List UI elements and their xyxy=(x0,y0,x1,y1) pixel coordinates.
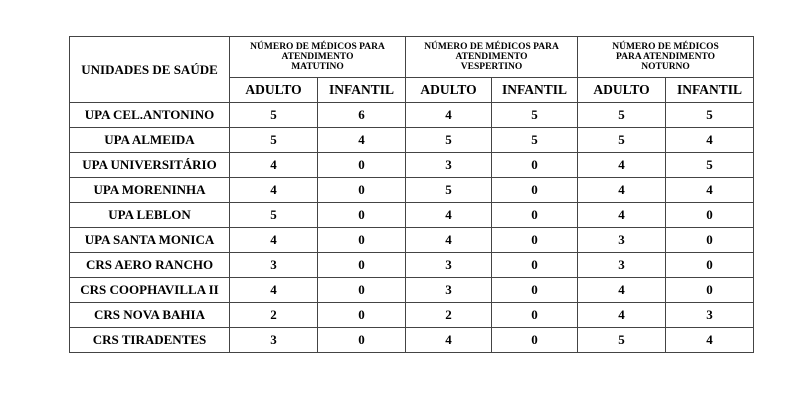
value-cell: 0 xyxy=(318,278,406,303)
value-cell: 3 xyxy=(406,153,492,178)
value-cell: 3 xyxy=(230,253,318,278)
value-cell: 3 xyxy=(578,228,666,253)
value-cell: 5 xyxy=(492,103,578,128)
value-cell: 6 xyxy=(318,103,406,128)
value-cell: 0 xyxy=(318,228,406,253)
value-cell: 0 xyxy=(318,303,406,328)
value-cell: 0 xyxy=(318,203,406,228)
value-cell: 2 xyxy=(230,303,318,328)
value-cell: 0 xyxy=(492,253,578,278)
value-cell: 0 xyxy=(492,153,578,178)
value-cell: 4 xyxy=(230,178,318,203)
table-row xyxy=(70,303,754,328)
unit-name-cell: UPA LEBLON xyxy=(70,203,230,228)
table-row xyxy=(70,178,754,203)
unit-name-cell: CRS AERO RANCHO xyxy=(70,253,230,278)
value-cell: 5 xyxy=(578,103,666,128)
sub-header-adulto: ADULTO xyxy=(578,78,666,103)
value-cell: 5 xyxy=(406,128,492,153)
value-cell: 4 xyxy=(406,103,492,128)
unit-name-cell: UPA CEL.ANTONINO xyxy=(70,103,230,128)
value-cell: 3 xyxy=(406,253,492,278)
value-cell: 4 xyxy=(666,328,754,353)
value-cell: 5 xyxy=(578,328,666,353)
table-row xyxy=(70,128,754,153)
sub-header-infantil: INFANTIL xyxy=(666,78,754,103)
value-cell: 0 xyxy=(318,253,406,278)
value-cell: 0 xyxy=(318,178,406,203)
value-cell: 0 xyxy=(492,203,578,228)
value-cell: 3 xyxy=(578,253,666,278)
unit-name-cell: CRS TIRADENTES xyxy=(70,328,230,353)
unit-name-cell: UPA MORENINHA xyxy=(70,178,230,203)
table-row xyxy=(70,278,754,303)
value-cell: 4 xyxy=(318,128,406,153)
value-cell: 5 xyxy=(666,103,754,128)
value-cell: 0 xyxy=(666,203,754,228)
value-cell: 4 xyxy=(230,228,318,253)
value-cell: 0 xyxy=(492,328,578,353)
value-cell: 0 xyxy=(492,228,578,253)
value-cell: 5 xyxy=(230,128,318,153)
unit-name-cell: CRS COOPHAVILLA II xyxy=(70,278,230,303)
morning-group-header: NÚMERO DE MÉDICOS PARA ATENDIMENTO MATUTINO xyxy=(230,37,406,78)
value-cell: 4 xyxy=(406,328,492,353)
afternoon-group-header: NÚMERO DE MÉDICOS PARA ATENDIMENTO VESPERTINO xyxy=(406,37,578,78)
sub-header-infantil: INFANTIL xyxy=(492,78,578,103)
value-cell: 5 xyxy=(406,178,492,203)
value-cell: 5 xyxy=(230,103,318,128)
value-cell: 0 xyxy=(492,178,578,203)
value-cell: 0 xyxy=(318,328,406,353)
unit-name-cell: UPA ALMEIDA xyxy=(70,128,230,153)
sub-header-adulto: ADULTO xyxy=(230,78,318,103)
table-row xyxy=(70,328,754,353)
unit-name-cell: UPA UNIVERSITÁRIO xyxy=(70,153,230,178)
table-row xyxy=(70,228,754,253)
sub-header-infantil: INFANTIL xyxy=(318,78,406,103)
value-cell: 0 xyxy=(666,278,754,303)
value-cell: 4 xyxy=(230,153,318,178)
table-row xyxy=(70,203,754,228)
value-cell: 4 xyxy=(578,153,666,178)
value-cell: 5 xyxy=(666,153,754,178)
value-cell: 5 xyxy=(578,128,666,153)
table-row xyxy=(70,103,754,128)
value-cell: 4 xyxy=(406,228,492,253)
unit-name-cell: CRS NOVA BAHIA xyxy=(70,303,230,328)
group-header-row xyxy=(70,37,754,78)
value-cell: 2 xyxy=(406,303,492,328)
value-cell: 4 xyxy=(666,128,754,153)
value-cell: 4 xyxy=(578,303,666,328)
value-cell: 5 xyxy=(230,203,318,228)
value-cell: 4 xyxy=(666,178,754,203)
value-cell: 0 xyxy=(492,278,578,303)
value-cell: 0 xyxy=(492,303,578,328)
table-body xyxy=(70,103,754,353)
value-cell: 0 xyxy=(666,253,754,278)
value-cell: 3 xyxy=(230,328,318,353)
value-cell: 4 xyxy=(578,203,666,228)
value-cell: 4 xyxy=(578,278,666,303)
value-cell: 5 xyxy=(492,128,578,153)
value-cell: 4 xyxy=(230,278,318,303)
unit-name-cell: UPA SANTA MONICA xyxy=(70,228,230,253)
value-cell: 4 xyxy=(578,178,666,203)
value-cell: 3 xyxy=(406,278,492,303)
value-cell: 3 xyxy=(666,303,754,328)
table-row xyxy=(70,253,754,278)
night-group-header: NÚMERO DE MÉDICOS PARA ATENDIMENTO NOTURNO xyxy=(578,37,754,78)
sub-header-adulto: ADULTO xyxy=(406,78,492,103)
unit-column-header: UNIDADES DE SAÚDE xyxy=(70,37,230,103)
value-cell: 4 xyxy=(406,203,492,228)
doctors-table xyxy=(69,36,754,353)
value-cell: 0 xyxy=(666,228,754,253)
value-cell: 0 xyxy=(318,153,406,178)
table-row xyxy=(70,153,754,178)
